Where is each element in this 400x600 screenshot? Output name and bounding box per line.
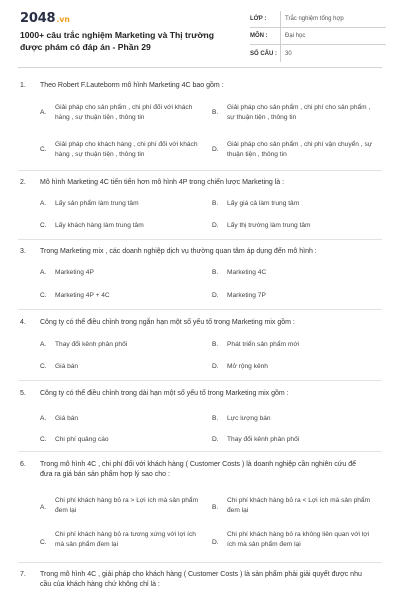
option-letter: C. <box>40 539 47 546</box>
question-number: 2. <box>20 179 26 186</box>
question-number: 5. <box>20 390 26 397</box>
option-b[interactable]: Phát triển sản phẩm mới <box>227 341 300 348</box>
meta-label: MÔN : <box>250 33 268 39</box>
option-a[interactable]: Thay đổi kênh phân phối <box>55 341 128 348</box>
question-text: Công ty có thể điều chỉnh trong dài hạn một số yếu tố trong Marketing mix gồm : <box>40 390 289 397</box>
meta-label: SỐ CÂU : <box>250 50 277 57</box>
question-number: 1. <box>20 82 26 89</box>
option-a[interactable]: Marketing 4P <box>55 269 94 276</box>
question-text: Công ty có thể điều chỉnh trong ngắn hạn một số yếu tố trong Marketing mix gồm : <box>40 319 295 326</box>
question-divider <box>18 170 382 171</box>
question-text: Theo Robert F.Lauteborm mô hình Marketing 4C bao gồm : <box>40 82 224 89</box>
option-letter: C. <box>40 222 47 229</box>
option-letter: A. <box>40 415 47 422</box>
option-letter: D. <box>212 363 219 370</box>
meta-label: LỚP : <box>250 16 267 22</box>
option-letter: A. <box>40 200 47 207</box>
option-b[interactable]: Lực lượng bán <box>227 415 271 422</box>
question-divider <box>18 451 382 452</box>
option-c[interactable]: Marketing 4P + 4C <box>55 292 110 299</box>
header-divider <box>18 67 382 68</box>
option-letter: D. <box>212 222 219 229</box>
meta-row-count <box>250 45 386 62</box>
option-a[interactable]: Giải pháp cho sản phẩm , chi phí đối với khách hàng , sự thuận tiện , thông tin <box>55 104 193 121</box>
option-c[interactable]: Chi phí quảng cáo <box>55 436 109 443</box>
question-divider <box>18 562 382 563</box>
option-letter: C. <box>40 292 47 299</box>
option-letter: B. <box>212 269 219 276</box>
option-b[interactable]: Marketing 4C <box>227 269 267 276</box>
option-letter: C. <box>40 363 47 370</box>
question-text: Trong Marketing mix , các doanh nghiệp dịch vụ thường quan tâm áp dụng đến mô hình : <box>40 248 317 255</box>
question-divider <box>18 380 382 381</box>
option-letter: D. <box>212 436 219 443</box>
option-d[interactable]: Mở rộng kênh <box>227 363 268 370</box>
option-letter: B. <box>212 504 219 511</box>
option-letter: D. <box>212 292 219 299</box>
option-d[interactable]: Marketing 7P <box>227 292 266 299</box>
question-text: Trong mô hình 4C , giải pháp cho khách hàng ( Customer Costs ) là sản phẩm phải giải quyết được nhu cầu của khách hàng chứ không chỉ là : <box>40 571 362 588</box>
option-letter: A. <box>40 269 47 276</box>
option-a[interactable]: Giá bán <box>55 415 79 422</box>
option-b[interactable]: Giải pháp cho sản phẩm , chi phí cho sản phẩm , sự thuận tiện , thông tin <box>227 104 371 121</box>
question-number: 4. <box>20 319 26 326</box>
question-divider <box>18 309 382 310</box>
option-letter: C. <box>40 436 47 443</box>
option-a[interactable]: Lấy sản phẩm làm trung tâm <box>55 200 139 207</box>
option-c[interactable]: Chi phí khách hàng bỏ ra tương xứng với lợi ích mà sản phẩm đem lại <box>55 531 196 548</box>
option-letter: B. <box>212 341 219 348</box>
option-c[interactable]: Lấy khách hàng làm trung tâm <box>55 222 144 229</box>
logo-text: 2048 <box>20 11 56 26</box>
meta-value: 30 <box>280 45 386 62</box>
option-letter: D. <box>212 146 219 153</box>
question-number: 3. <box>20 248 26 255</box>
option-c[interactable]: Giá bán <box>55 363 79 370</box>
option-letter: A. <box>40 504 47 511</box>
option-d[interactable]: Giải pháp cho sản phẩm , chi phí vận chuyển , sự thuận tiện , thông tin <box>227 141 373 158</box>
option-c[interactable]: Giải pháp cho khách hàng , chi phí đối với khách hàng , sự thuận tiện , thông tin <box>55 141 198 158</box>
meta-value: Trắc nghiệm tổng hợp <box>280 11 386 27</box>
option-d[interactable]: Thay đổi kênh phân phối <box>227 436 300 443</box>
meta-table <box>250 11 386 62</box>
option-letter: B. <box>212 200 219 207</box>
document-title: 1000+ câu trắc nghiệm Marketing và Thị trường được phám có đáp án - Phần 29 <box>20 30 215 52</box>
page-header <box>0 0 400 66</box>
question-number: 7. <box>20 571 26 578</box>
meta-row-class <box>250 11 386 28</box>
meta-value: Đại học <box>280 28 386 44</box>
option-letter: B. <box>212 109 219 116</box>
question-text: Trong mô hình 4C , chi phí đối với khách hàng ( Customer Costs ) là doanh nghiệp cần nghiên cứu để đưa ra giá bán sản phẩm hợp lý sao cho : <box>40 461 357 478</box>
option-d[interactable]: Lấy thị trường làm trung tâm <box>227 222 311 229</box>
question-text: Mô hình Marketing 4C tiến tiến hơn mô hình 4P trong chiến lược Marketing là : <box>40 179 285 186</box>
meta-row-subject <box>250 28 386 45</box>
option-b[interactable]: Lấy giá cả làm trung tâm <box>227 200 300 207</box>
logo-suffix: .vn <box>56 15 70 24</box>
option-letter: A. <box>40 109 47 116</box>
option-b[interactable]: Chi phí khách hàng bỏ ra < Lợi ích mà sản phẩm đem lại <box>227 497 371 514</box>
option-letter: C. <box>40 146 47 153</box>
option-letter: D. <box>212 539 219 546</box>
option-a[interactable]: Chi phí khách hàng bỏ ra > Lợi ích mà sản phẩm đem lại <box>55 497 199 514</box>
option-letter: A. <box>40 341 47 348</box>
option-letter: B. <box>212 415 219 422</box>
site-logo[interactable] <box>20 11 70 26</box>
question-divider <box>18 239 382 240</box>
option-d[interactable]: Chi phí khách hàng bỏ ra không liên quan với lợi ích mà sản phẩm đem lại <box>227 531 370 548</box>
question-number: 6. <box>20 461 26 468</box>
